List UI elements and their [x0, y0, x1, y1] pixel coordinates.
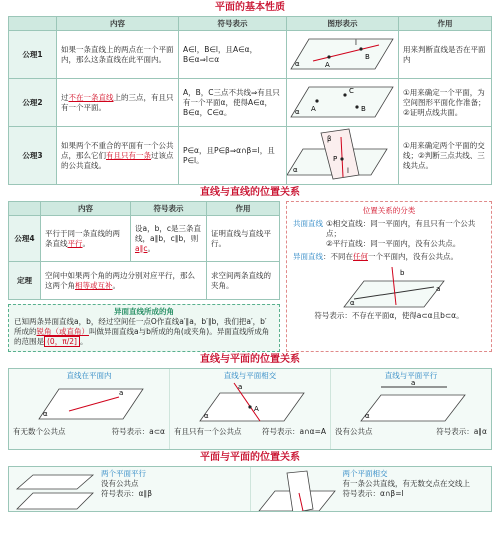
table-row: [9, 79, 492, 127]
svg-text:l: l: [355, 39, 357, 47]
section-plane-plane: [0, 450, 500, 512]
table-row: [9, 31, 492, 79]
row-figure: [287, 127, 399, 185]
row-name: 公理3: [9, 127, 57, 185]
two-planes-figure: [287, 127, 397, 181]
row-symbol: A，B，C三点不共线⇒有且只有一个平面α，使得A∈α，B∈α，C∈α。: [179, 79, 287, 127]
row-use: ①用来确定一个平面，为空间图形平面化作准备；②证明点线共面。: [399, 79, 492, 127]
row-symbol: A∈l，B∈l，且A∈α，B∈α⇒l⊂α: [179, 31, 287, 79]
row-symbol: P∈α，且P∈β⇒α∩β=l，且P∈l。: [179, 127, 287, 185]
section-title: 平面的基本性质: [8, 0, 492, 16]
col-line-parallel-plane: 直线与平面平行 a α 没有公共点 符号表示：a∥α: [330, 369, 491, 449]
skew-lines: 异面直线：不同在任何一个平面内，没有公共点。: [293, 252, 458, 261]
header-cell: [9, 17, 57, 31]
row-content: 空间中如果两个角的两边分别对应平行，那么这两个角相等或互补。: [41, 262, 207, 300]
parallel-lines: ②平行直线：同一平面内，没有公共点。: [326, 239, 461, 248]
svg-text:A: A: [254, 405, 259, 413]
svg-text:α: α: [350, 299, 355, 307]
axiom-table: [8, 16, 492, 185]
svg-text:α: α: [293, 166, 298, 174]
header-cell: 内容: [41, 202, 131, 216]
section-line-plane: [0, 352, 500, 450]
svg-text:α: α: [295, 108, 300, 116]
svg-text:a: a: [436, 285, 441, 293]
svg-text:a: a: [411, 381, 416, 387]
col-line-in-plane: 直线在平面内 a α 有无数个公共点 符号表示：a⊂α: [13, 371, 165, 436]
svg-text:A: A: [325, 61, 330, 69]
row-name: 公理1: [9, 31, 57, 79]
section-plane-properties: [0, 0, 500, 185]
table-header: [9, 17, 492, 31]
svg-text:α: α: [365, 412, 370, 420]
svg-text:α: α: [295, 60, 300, 68]
plane-line-figure: [287, 31, 397, 75]
table-header: [9, 202, 280, 216]
header-cell: 符号表示: [131, 202, 207, 216]
svg-text:β: β: [327, 135, 332, 143]
position-classification: [286, 201, 492, 352]
row-name: 定理: [9, 262, 41, 300]
svg-text:B: B: [361, 105, 366, 113]
section-title: 直线与平面的位置关系: [8, 352, 492, 368]
table-row: [9, 216, 280, 262]
row-figure: [287, 79, 399, 127]
header-cell: [9, 202, 41, 216]
row-use: ①用来确定两个平面的交线；②判断三点共线、三线共点。: [399, 127, 492, 185]
highlight-text: 有且只有一条: [106, 150, 151, 160]
header-cell: 内容: [57, 17, 179, 31]
header-cell: 符号表示: [179, 17, 287, 31]
note-title: 异面直线所成的角: [114, 307, 174, 316]
svg-text:α: α: [43, 410, 48, 418]
note-text: 已知两条异面直线a，b，经过空间任一点O作直线a′∥a，b′∥b，我们把a′，b′所成的锐角（或直角）叫做异面直线a与b所成的角(或夹角)。异面直线所成角的范围是 (0，π/2] 。: [14, 317, 270, 346]
svg-text:B: B: [365, 53, 370, 61]
row-content: 如果两个不重合的平面有一个公共点，那么它们有且只有一条过该点的公共直线。: [57, 127, 179, 185]
svg-text:l: l: [347, 167, 349, 175]
row-use: 求空间两条直线的夹角。: [207, 262, 280, 300]
highlight-text: 不在一条直线: [68, 92, 114, 102]
classification-title: 位置关系的分类: [362, 206, 416, 215]
header-cell: 图形表示: [287, 17, 399, 31]
classification-symbol: 符号表示：不存在平面α，使得a⊂α且b⊂α。: [314, 311, 464, 320]
col-planes-parallel: 两个平面平行 没有公共点 符号表示：α∥β: [9, 467, 250, 511]
row-name: 公理4: [9, 216, 41, 262]
row-symbol: 设a，b，c是三条直线，a∥b，c∥b，则a∥c。: [131, 216, 207, 262]
header-cell: 作用: [207, 202, 280, 216]
skew-lines-figure: [294, 265, 484, 311]
row-use: 证明直线与直线平行。: [207, 216, 280, 262]
svg-text:a: a: [238, 383, 243, 391]
svg-text:b: b: [400, 269, 405, 277]
svg-text:P: P: [333, 155, 338, 163]
row-figure: [287, 31, 399, 79]
row-content: 过不在一条直线上的三点，有且只有一个平面。: [57, 79, 179, 127]
svg-text:α: α: [204, 412, 209, 420]
skew-angle-note: [8, 304, 280, 352]
row-name: 公理2: [9, 79, 57, 127]
row-content: 平行于同一条直线的两条直线平行。: [41, 216, 131, 262]
section-title: 直线与直线的位置关系: [8, 185, 492, 201]
svg-text:a: a: [119, 389, 124, 397]
table-row: [9, 262, 280, 300]
section-title: 平面与平面的位置关系: [8, 450, 492, 466]
table-row: [9, 127, 492, 185]
svg-text:C: C: [349, 87, 354, 95]
intersecting-lines: ①相交直线：同一平面内，有且只有一个公共点；: [326, 219, 476, 238]
theorem-table: [8, 201, 280, 300]
svg-text:A: A: [311, 105, 316, 113]
row-use: 用来判断直线是否在平面内: [399, 31, 492, 79]
row-content: 如果一条直线上的两点在一个平面内，那么这条直线在此平面内。: [57, 31, 179, 79]
col-planes-intersect: 两个平面相交 有一条公共直线，有无数交点在交线上 符号表示：α∩β=l: [250, 467, 492, 511]
plane-points-figure: [287, 79, 397, 123]
col-line-intersect-plane: 直线与平面相交 a A α 有且只有一个公共点 符号表示：a∩α=A: [169, 369, 330, 449]
coplanar-label: 共面直线: [293, 219, 323, 228]
header-cell: 作用: [399, 17, 492, 31]
section-line-line: [0, 185, 500, 352]
